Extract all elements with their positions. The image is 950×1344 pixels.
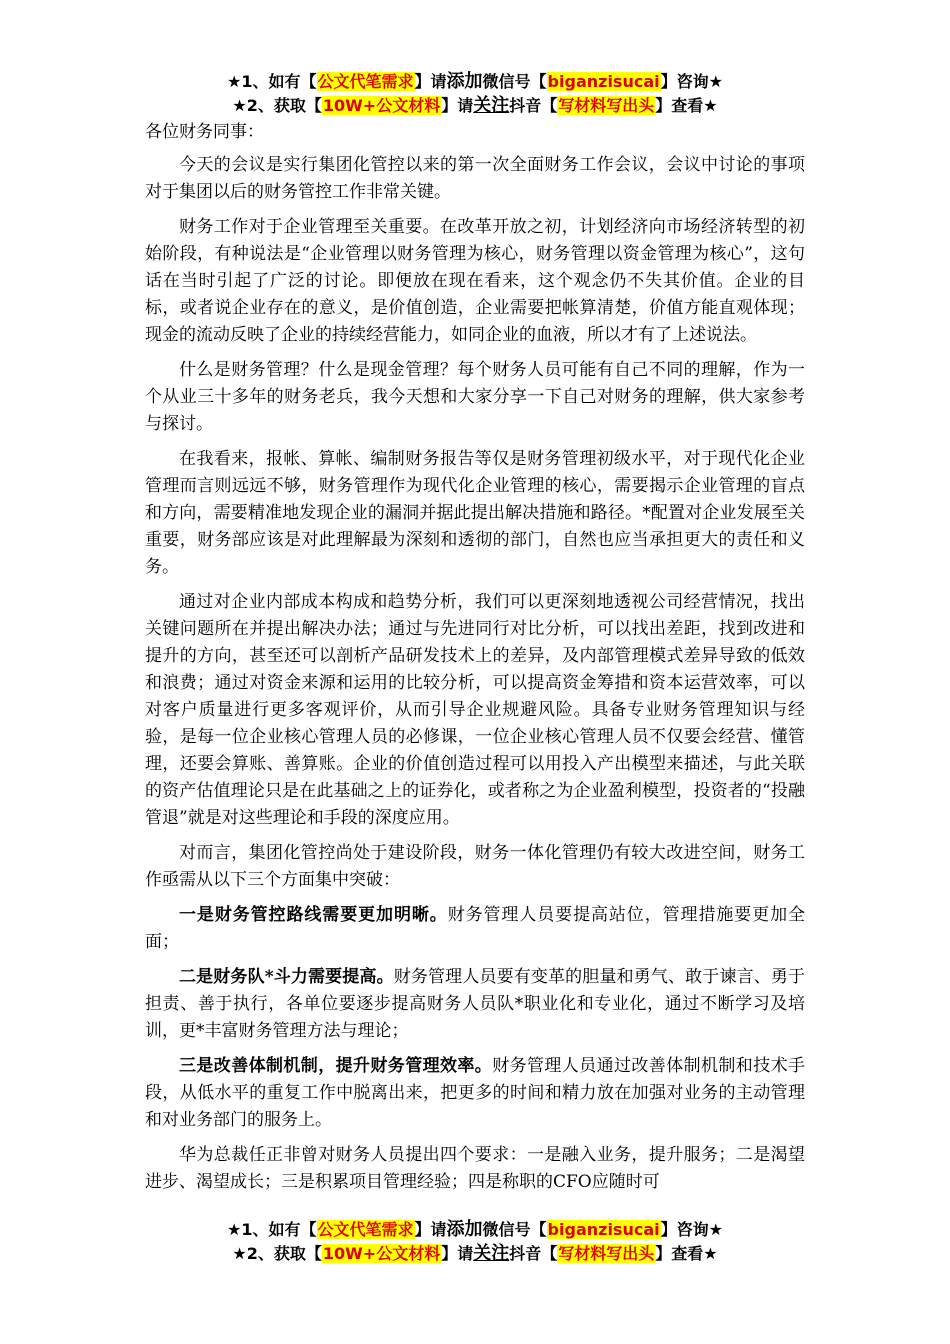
paragraph-9 [145,1053,805,1134]
promo-text: ★2、获取【 [232,96,322,115]
paragraph-text: 通过对企业内部成本构成和趋势分析，我们可以更深刻地透视公司经营情况，找出关键问题所在并提出解决办法；通过与先进同行对比分析，可以找出差距，找到改进和提升的方向，甚至还可以剖析产品研发技术上的差异，及内部管理模式差异导致的低效和浪费；通过对资金来源和运用的比较分析，可以提高资金筹措和资本运营效率，可以对客户质量进行更多客观评价，从而引导企业规避风险。具备专业财务管理知识与经验，是每一位企业核心管理人员的必修课，一位企业核心管理人员不仅要会经营、懂管理，还要会算账、善算账。企业的价值创造过程可以用投入产出模型来描述，与此关联的资产估值理论只是在此基础之上的证券化，或者称之为企业盈利模型，投资者的“投融管退”就是对这些理论和手段的深度应用。 [145,592,805,828]
paragraph-4 [145,446,805,581]
paragraph-text: 财务工作对于企业管理至关重要。在改革开放之初，计划经济向市场经济转型的初始阶段，有种说法是“企业管理以财务管理为核心，财务管理以资金管理为核心”，这句话在当时引起了广泛的讨论。即便放在现在看来，这个观念仍不失其价值。企业的目标，或者说企业存在的意义，是价值创造，企业需要把帐算清楚，价值方能直观体现；现金的流动反映了企业的持续经营能力，如同企业的血液，所以才有了上述说法。 [145,217,805,345]
paragraph-text: 财务管理人员要提高站位，管理措施要更加全面； [145,905,806,952]
paragraph-6 [145,840,805,894]
promo-text: ★1、如有【 [227,1220,317,1239]
promo-highlight: 公文代笔需求 [317,1220,414,1239]
promo-emphasis: 添加 [446,1219,483,1240]
paragraph-text: 在我看来，报帐、算帐、编制财务报告等仅是财务管理初级水平，对于现代化企业管理而言则远远不够，财务管理作为现代化企业管理的核心，需要揭示企业管理的盲点和方向，需要精准地发现企业的漏洞并据此提出解决措施和路径。*配置对企业发展至关重要，财务部应该是对此理解最为深刻和透彻的部门，自然也应当承担更大的责任和义务。 [145,449,805,577]
paragraph-3 [145,357,805,438]
promo-text: ★2、获取【 [232,1244,322,1263]
promo-text: 】请 [441,96,474,115]
bottom-promo-banner [0,1218,950,1266]
promo-line-2 [0,94,950,118]
promo-emphasis: 关注 [473,1243,510,1264]
paragraph-text: 财务管理人员通过改善体制机制和技术手段，从低水平的重复工作中脱离出来，把更多的时间和精力放在加强对业务的主动管理和对业务部门的服务上。 [145,1056,806,1130]
paragraph-8 [145,964,805,1045]
promo-line-2 [0,1242,950,1266]
promo-text: 】请 [414,1220,447,1239]
promo-emphasis: 关注 [473,95,510,116]
paragraph-2 [145,214,805,349]
paragraph-10 [145,1142,805,1196]
promo-line-1 [0,1218,950,1242]
promo-text: 】请 [414,72,447,91]
promo-text: 】查看★ [655,1244,718,1263]
promo-highlight: 10W+公文材料 [322,96,441,115]
promo-wechat-id: biganzisucai [547,72,660,91]
paragraph-text: 华为总裁任正非曾对财务人员提出四个要求：一是融入业务，提升服务；二是渴望进步、渴望成长；三是积累项目管理经验；四是称职的CFO应随时可 [145,1145,805,1192]
promo-text: ★1、如有【 [227,72,317,91]
promo-text: 】查看★ [655,96,718,115]
paragraph-heading: 一是财务管控路线需要更加明晰。 [179,905,448,925]
paragraph-7 [145,902,805,956]
document-body [145,119,805,1204]
paragraph-text: 什么是财务管理？什么是现金管理？每个财务人员可能有自己不同的理解，作为一个从业三十多年的财务老兵，我今天想和大家分享一下自己对财务的理解，供大家参考与探讨。 [145,360,805,434]
paragraph-text: 财务管理人员要有变革的胆量和勇气、敢于谏言、勇于担责、善于执行，各单位要逐步提高财务人员队*职业化和专业化，通过不断学习及培训，更*丰富财务管理方法与理论； [145,967,806,1041]
promo-text: 微信号【 [482,72,547,91]
promo-text: 】咨询★ [660,72,723,91]
promo-highlight: 10W+公文材料 [322,1244,441,1263]
paragraph-1 [145,152,805,206]
top-promo-banner [0,70,950,118]
promo-text: 微信号【 [482,1220,547,1239]
promo-text: 抖音【 [509,1244,558,1263]
promo-line-1 [0,70,950,94]
promo-douyin-id: 写材料写出头 [558,1244,655,1263]
paragraph-heading: 三是改善体制机制，提升财务管理效率。 [179,1056,493,1076]
promo-text: 抖音【 [509,96,558,115]
promo-text: 】请 [441,1244,474,1263]
paragraph-text: 对而言，集团化管控尚处于建设阶段，财务一体化管理仍有较大改进空间，财务工作亟需从以下三个方面集中突破： [145,843,805,890]
promo-highlight: 公文代笔需求 [317,72,414,91]
promo-douyin-id: 写材料写出头 [558,96,655,115]
promo-emphasis: 添加 [446,71,483,92]
greeting: 各位财务同事： [145,122,264,142]
paragraph-text: 今天的会议是实行集团化管控以来的第一次全面财务工作会议，会议中讨论的事项对于集团以后的财务管控工作非常关键。 [145,155,805,202]
paragraph-5 [145,589,805,832]
promo-text: 】咨询★ [660,1220,723,1239]
paragraph-heading: 二是财务队*斗力需要提高。 [179,967,394,987]
promo-wechat-id: biganzisucai [547,1220,660,1239]
